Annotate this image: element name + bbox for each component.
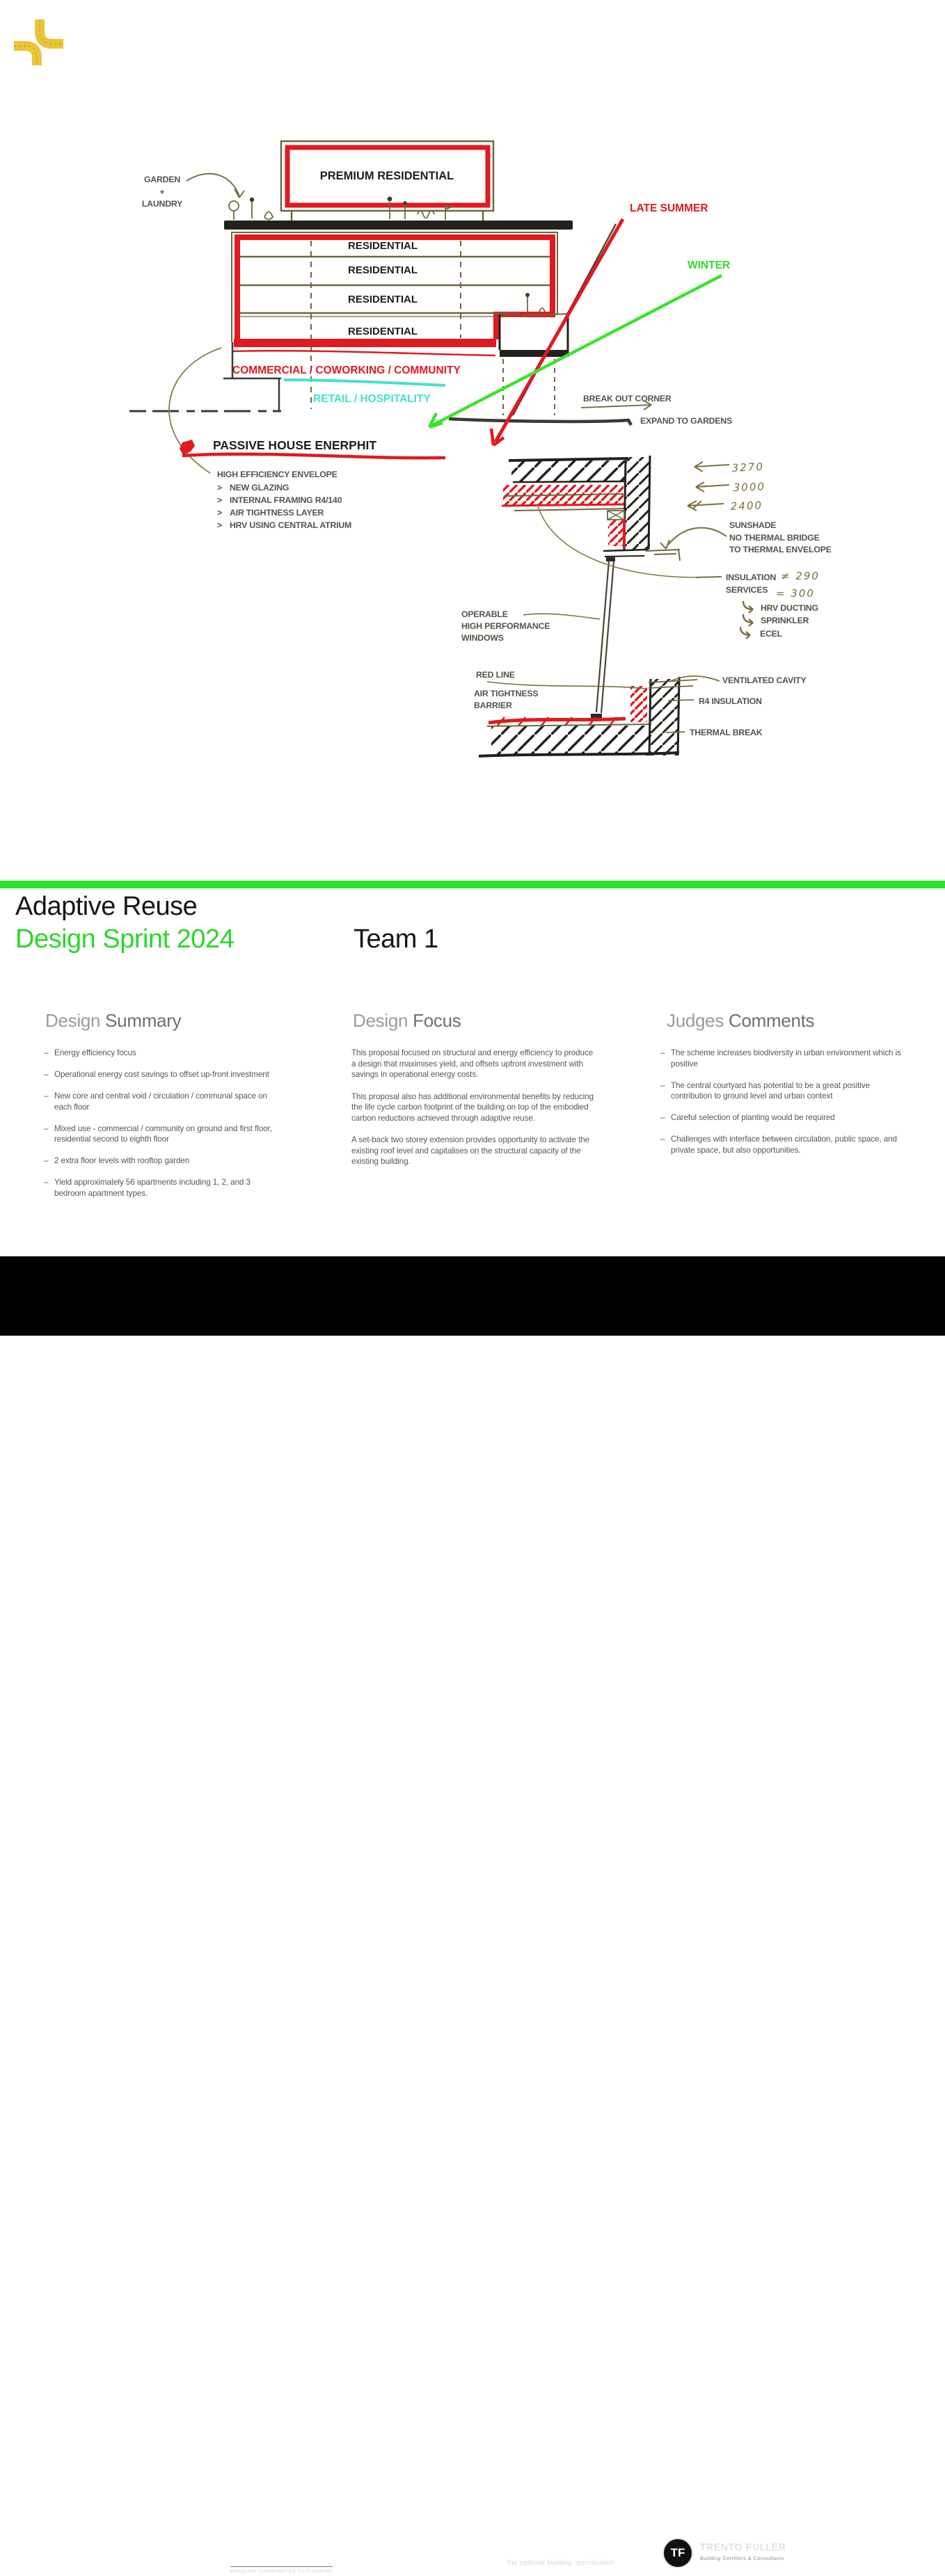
window-label: OPERABLE — [461, 609, 508, 619]
aia-logo — [125, 2536, 171, 2569]
summary-bullet: Yield approximately 56 apartments including 1, 2, and 3 bedroom apartment types. — [54, 1178, 251, 1198]
focus-paragraph: This proposal focused on structural and energy efficiency to produce a design that maximises yield, and offsets upfront investment with savings in operational energy costs. — [351, 1048, 594, 1079]
heading-strong: Focus — [413, 1010, 461, 1031]
summary-bullet: New core and central void / circulation / communal space on each floor — [54, 1091, 267, 1112]
laundry-label: LAUNDRY — [141, 199, 183, 209]
page-subtitle: Design Sprint 2024 — [15, 925, 235, 954]
dim-3000: 3000 — [733, 480, 766, 494]
architectural-sketch — [0, 0, 945, 863]
judges-bullet: Challenges with interface between circulation, public space, and private space, but also opportunities. — [671, 1135, 897, 1155]
dim-3270: 3270 — [731, 460, 765, 474]
red-line-label: RED LINE — [476, 670, 515, 680]
list-item — [660, 1134, 905, 1155]
natspec-wordmark: NATSPEC — [507, 2535, 602, 2557]
dcwc-line: CORKE — [839, 2562, 886, 2576]
passive-house-title: PASSIVE HOUSE ENERPHIT — [213, 438, 377, 452]
focus-paragraph: A set-back two storey extension provides opportunity to activate the existing roof level and capitalises on the structural capacity of the existing building. — [351, 1135, 590, 1166]
garden-label: GARDEN — [143, 175, 181, 184]
brand-logo-icon — [14, 19, 63, 65]
dim-2400: 2400 — [730, 499, 763, 513]
dcwc-line: WATTS — [839, 2550, 884, 2563]
retail-label: RETAIL / HOSPITALITY — [313, 393, 431, 405]
sunshade-element — [646, 550, 680, 561]
sunshade-label: TO THERMAL ENVELOPE — [729, 545, 832, 554]
aia-line: Institute of — [125, 2547, 172, 2558]
break-out-corner-label: BREAK OUT CORNER — [583, 394, 672, 403]
dcwc-line: DONALD — [839, 2526, 894, 2539]
premium-residential-label: PREMIUM RESIDENTIAL — [319, 170, 454, 182]
hames-sharley-logo — [230, 2529, 333, 2574]
green-divider-bar — [0, 881, 945, 888]
passive-item: AIR TIGHTNESS LAYER — [230, 508, 324, 518]
residential-floor-label: RESIDENTIAL — [347, 326, 418, 337]
passive-item: INTERNAL FRAMING R4/140 — [230, 495, 342, 505]
trento-name: TRENTO FULLER — [700, 2542, 786, 2552]
summary-bullet: Mixed use - commercial / community on ground and first floor, residential second to eighth floor — [54, 1123, 272, 1144]
air-tightness-label: BARRIER — [474, 701, 512, 710]
r4-insulation-label: R4 INSULATION — [699, 696, 762, 706]
natspec-tagline: the national building specification — [507, 2559, 614, 2567]
team-label: Team 1 — [354, 925, 438, 954]
summary-bullet: Energy efficiency focus — [54, 1048, 136, 1057]
residential-floor-label: RESIDENTIAL — [347, 240, 418, 252]
dcwc-line: CANT — [839, 2538, 875, 2552]
red-marker-blob — [180, 440, 195, 455]
heading-design-focus — [353, 1010, 461, 1032]
arrow-branch-icon — [743, 614, 753, 626]
judges-comments-list — [660, 1048, 905, 1167]
natspec-logo — [507, 2535, 614, 2567]
tf-initials: TF — [670, 2546, 685, 2559]
garden-arrow — [186, 174, 239, 196]
chevron-icon: > — [217, 508, 222, 518]
dash-icon: – — [660, 1113, 665, 1122]
dash-icon: – — [660, 1135, 665, 1144]
dash-icon: – — [44, 1070, 49, 1079]
red-underline — [182, 454, 445, 458]
chevron-icon: > — [217, 483, 222, 493]
sunshade-label: NO THERMAL BRIDGE — [729, 533, 820, 543]
sprinkler-label: SPRINKLER — [761, 616, 809, 625]
heading-strong: Comments — [729, 1010, 815, 1031]
summary-bullet: 2 extra floor levels with rooftop garden — [54, 1156, 190, 1165]
trento-tagline: Building Certifiers & Consultants — [700, 2555, 784, 2561]
chevron-icon: > — [217, 520, 222, 530]
heading-judges-comments — [667, 1010, 814, 1032]
arrow-branch-icon — [740, 627, 750, 639]
residential-floor-label: RESIDENTIAL — [347, 264, 418, 276]
window-label: WINDOWS — [461, 633, 504, 643]
arup-logo: ARUP — [366, 2539, 445, 2567]
premium-residential-box — [281, 141, 493, 221]
list-item — [44, 1155, 280, 1167]
list-item — [660, 1112, 905, 1123]
dash-icon: – — [44, 1178, 49, 1187]
winter-label: WINTER — [688, 259, 731, 271]
sponsor-footer — [0, 1256, 945, 2576]
passive-item: NEW GLAZING — [230, 483, 289, 493]
services-value: = 300 — [776, 587, 815, 600]
roof-slab — [224, 221, 573, 230]
list-item — [44, 1123, 280, 1145]
ecel-label: ECEL — [760, 629, 782, 639]
first-floor-red-band — [234, 339, 496, 347]
heading-light: Judges — [667, 1010, 724, 1031]
heading-strong: Summary — [105, 1010, 182, 1031]
hames-tagline: ENABLING COMMUNITIES TO FLOURISH — [230, 2566, 333, 2574]
retail-line — [284, 380, 445, 385]
air-tightness-red-line — [489, 719, 626, 723]
heading-light: Design — [353, 1010, 408, 1031]
expand-to-gardens-label: EXPAND TO GARDENS — [640, 416, 733, 426]
sunshade-label: SUNSHADE — [729, 520, 777, 530]
dash-icon: – — [660, 1048, 665, 1057]
dash-icon: – — [44, 1156, 49, 1165]
commercial-label: COMMERCIAL / COWORKING / COMMUNITY — [232, 365, 461, 376]
hames-line: Hames — [230, 2528, 289, 2547]
insulation-value: ≠ 290 — [781, 570, 820, 582]
late-summer-label: LATE SUMMER — [630, 202, 708, 214]
ventilated-cavity-label: VENTILATED CAVITY — [722, 675, 807, 685]
aia-building-icon — [69, 2532, 113, 2568]
dash-icon: – — [44, 1123, 49, 1133]
dash-icon: – — [660, 1080, 665, 1090]
list-item — [660, 1080, 905, 1102]
trento-fuller-logo — [700, 2542, 786, 2561]
list-item — [660, 1048, 905, 1069]
passive-item: HRV USING CENTRAL ATRIUM — [230, 520, 352, 530]
hrv-ducting-label: HRV DUCTING — [761, 603, 818, 613]
trento-fuller-icon — [662, 2538, 693, 2568]
list-item — [44, 1048, 280, 1059]
summary-bullet: Operational energy cost savings to offset up-front investment — [54, 1070, 269, 1079]
air-tightness-label: AIR TIGHTNESS — [474, 689, 539, 698]
dimension-annotations — [688, 462, 729, 511]
r4-insulation-strip — [630, 686, 647, 722]
plus-label: + — [159, 187, 165, 197]
sharley-line: Sharley — [230, 2545, 301, 2565]
design-focus-text — [351, 1048, 594, 1178]
residential-floor-label: RESIDENTIAL — [347, 294, 418, 305]
design-summary-list — [44, 1048, 280, 1210]
window-label: HIGH PERFORMANCE — [461, 621, 550, 631]
arrow-branch-icon — [743, 601, 753, 613]
roof-garden-scribbles — [229, 197, 451, 220]
services-label: SERVICES — [726, 585, 768, 595]
judges-bullet: The central courtyard has potential to be a great positive contribution to ground level and urban context — [671, 1080, 870, 1101]
aia-line: Australian — [125, 2536, 170, 2547]
judges-bullet: The scheme increases biodiversity in urban environment which is positive — [671, 1048, 901, 1069]
dash-icon: – — [44, 1091, 49, 1101]
judges-bullet: Careful selection of planting would be required — [671, 1113, 835, 1122]
dcwc-logo — [839, 2527, 894, 2575]
list-item — [44, 1069, 280, 1080]
dash-icon: – — [44, 1048, 49, 1057]
list-item — [44, 1091, 280, 1112]
heading-light: Design — [45, 1010, 101, 1031]
wall-section-detail — [479, 456, 697, 756]
focus-paragraph: This proposal also has additional environmental benefits by reducing the life cycle carbon footprint of the building on top of the embodied carbon reductions achieved through adaptive reuse. — [351, 1091, 594, 1123]
window-mullion — [596, 561, 614, 713]
list-item — [44, 1177, 280, 1199]
envelope-intro-label: HIGH EFFICIENCY ENVELOPE — [217, 470, 338, 479]
heading-design-summary — [45, 1010, 181, 1032]
chevron-icon: > — [217, 495, 222, 505]
garden-laundry-label — [142, 174, 244, 209]
insulation-label: INSULATION — [726, 573, 777, 582]
late-summer-arrow — [495, 219, 623, 442]
page-title: Adaptive Reuse — [15, 892, 198, 921]
aia-line: Architects — [125, 2558, 170, 2568]
thermal-break-label: THERMAL BREAK — [690, 728, 763, 737]
